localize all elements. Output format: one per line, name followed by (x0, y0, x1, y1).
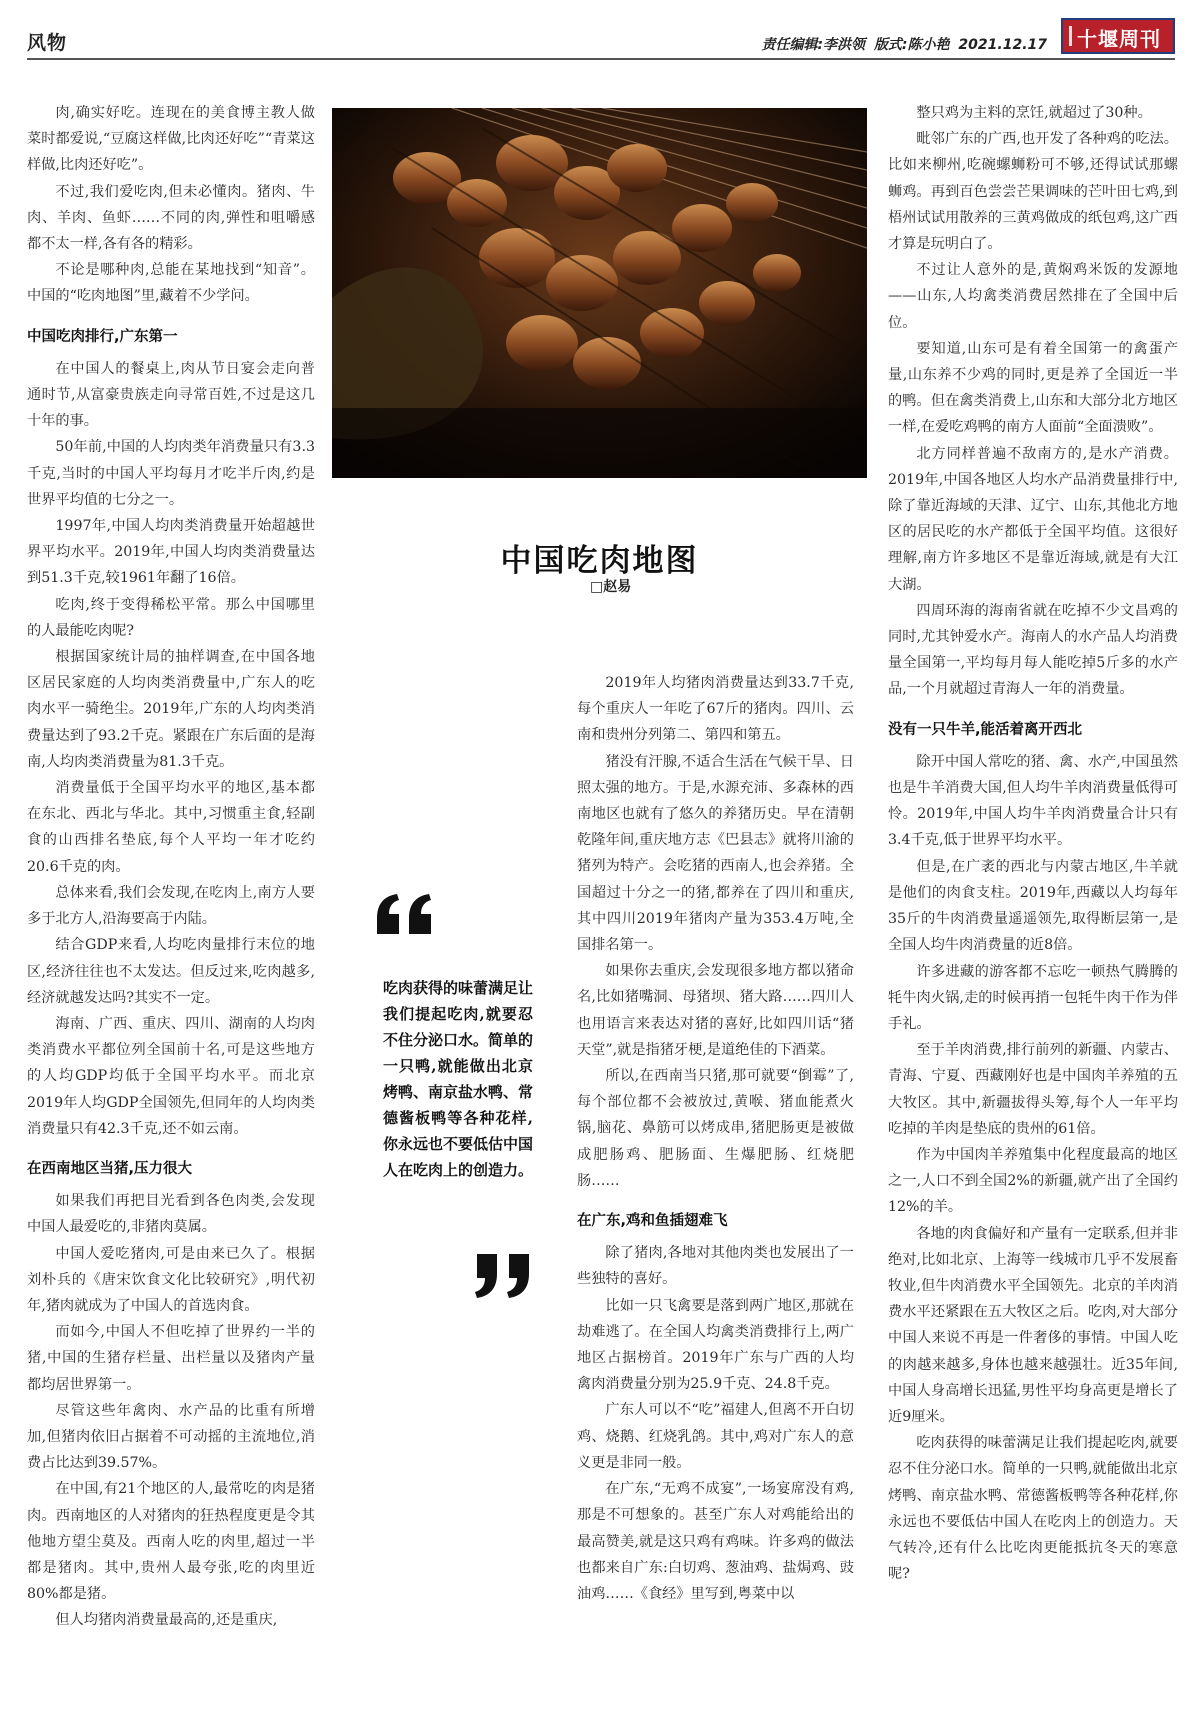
page-header (27, 18, 1175, 60)
masthead-accent-bar (1069, 26, 1072, 46)
paragraph: 要知道,山东可是有着全国第一的禽蛋产量,山东养不少鸡的同时,更是养了全国近一半的鸭。但在禽类消费上,山东和大部分北方地区一样,在爱吃鸡鸭的南方人面前“全面溃败”。 (888, 340, 1178, 436)
layout-editor: 版式:陈小艳 (873, 37, 950, 53)
paragraph: 广东人可以不“吃”福建人,但离不开白切鸡、烧鹅、红烧乳鸽。其中,鸡对广东人的意义更是非同一般。 (577, 1402, 854, 1471)
paragraph: 结合GDP来看,人均吃肉量排行末位的地区,经济往往也不太发达。但反过来,吃肉越多,经济就越发达吗?其实不一定。 (27, 937, 315, 1006)
paragraph: 至于羊肉消费,排行前列的新疆、内蒙古、青海、宁夏、西藏刚好也是中国肉羊养殖的五大牧区。其中,新疆拔得头筹,每个人一年平均吃掉的羊肉是垫底的贵州的61倍。 (888, 1042, 1178, 1137)
article-column-3 (577, 670, 854, 1607)
paragraph: 如果我们再把目光看到各色肉类,会发现中国人最爱吃的,非猪肉莫属。 (27, 1193, 315, 1236)
paragraph: 不论是哪种肉,总能在某地找到“知音”。中国的“吃肉地图”里,藏着不少学问。 (27, 262, 315, 305)
paragraph: 不过让人意外的是,黄焖鸡米饭的发源地——山东,人均禽类消费居然排在了全国中后位。 (888, 262, 1178, 331)
open-quote-icon (375, 888, 435, 948)
paragraph: 不过,我们爱吃肉,但未必懂肉。猪肉、牛肉、羊肉、鱼虾……不同的肉,弹性和咀嚼感都不太一样,各有各的精彩。 (27, 183, 315, 253)
section-heading: 中国吃肉排行,广东第一 (27, 328, 178, 345)
section-heading: 没有一只牛羊,能活着离开西北 (888, 721, 1083, 738)
section-heading: 在广东,鸡和鱼插翅难飞 (577, 1213, 728, 1230)
author-byline: □赵易 (590, 579, 632, 595)
paragraph: 50年前,中国的人均肉类年消费量只有3.3千克,当时的中国人平均每月才吃半斤肉,约是世界平均值的七分之一。 (27, 439, 315, 508)
paragraph: 整只鸡为主料的烹饪,就超过了30种。 (916, 105, 1152, 121)
paragraph: 比如一只飞禽要是落到两广地区,那就在劫难逃了。在全国人均禽类消费排行上,两广地区占据榜首。2019年广东与广西的人均禽肉消费量分别为25.9千克、24.8千克。 (577, 1297, 854, 1393)
paragraph: 毗邻广东的广西,也开发了各种鸡的吃法。比如来柳州,吃碗螺蛳粉可不够,还得试试那螺蛳鸡。再到百色尝尝芒果调味的芒叶田七鸡,到梧州试试用散养的三黄鸡做成的纸包鸡,这广西才算是玩明白了。 (888, 131, 1178, 253)
paragraph: 而如今,中国人不但吃掉了世界约一半的猪,中国的生猪存栏量、出栏量以及猪肉产量都均居世界第一。 (27, 1324, 315, 1393)
paragraph: 1997年,中国人均肉类消费量开始超越世界平均水平。2019年,中国人均肉类消费量达到51.3千克,较1961年翻了16倍。 (27, 518, 315, 587)
paragraph: 所以,在西南当只猪,那可就要“倒霉”了,每个部位都不会被放过,黄喉、猪血能煮火锅,脑花、鼻筋可以烤成串,猪肥肠更是被做成肥肠鸡、肥肠面、生爆肥肠、红烧肥肠…… (577, 1068, 854, 1189)
paragraph: 四周环海的海南省就在吃掉不少文昌鸡的同时,尤其钟爱水产。海南人的水产品人均消费量全国第一,平均每月每人能吃掉5斤多的水产品,一个月就超过青海人一年的消费量。 (888, 602, 1178, 698)
paragraph: 作为中国肉羊养殖集中化程度最高的地区之一,人口不到全国2%的新疆,就产出了全国约12%的羊。 (888, 1146, 1178, 1216)
paragraph: 除了猪肉,各地对其他肉类也发展出了一些独特的喜好。 (577, 1245, 854, 1288)
paragraph: 吃肉获得的味蕾满足让我们提起吃肉,就要忍不住分泌口水。简单的一只鸭,就能做出北京烤鸭、南京盐水鸭、常德酱板鸭等各种花样,你永远也不要低估中国人在吃肉上的创造力。天气转冷,还有什么比吃肉更能抵抗冬天的寒意呢? (888, 1435, 1178, 1583)
paragraph: 除开中国人常吃的猪、禽、水产,中国虽然也是牛羊消费大国,但人均牛羊肉消费量低得可怜。2019年,中国人均牛羊肉消费量合计只有3.4千克,低于世界平均水平。 (888, 753, 1178, 849)
article-title: 中国吃肉地图 (500, 543, 699, 579)
grilled-meat-skewers-photo (332, 108, 867, 478)
pull-quote-text: 吃肉获得的味蕾满足让我们提起吃肉,就要忍不住分泌口水。简单的一只鸭,就能做出北京烤鸭、南京盐水鸭、常德酱板鸭等各种花样,你永远也不要低估中国人在吃肉上的创造力。 (383, 979, 534, 1179)
paragraph: 中国人爱吃猪肉,可是由来已久了。根据刘朴兵的《唐宋饮食文化比较研究》,明代初年,猪肉就成为了中国人的首选肉食。 (27, 1245, 315, 1314)
section-label: 风物 (27, 32, 68, 54)
pull-quote (383, 975, 533, 1183)
paragraph: 在中国,有21个地区的人,最常吃的肉是猪肉。西南地区的人对猪肉的狂热程度更是令其他地方望尘莫及。西南人吃的肉里,超过一半都是猪肉。其中,贵州人最夸张,吃的肉里近80%都是猪。 (27, 1481, 315, 1603)
paragraph: 各地的肉食偏好和产量有一定联系,但并非绝对,比如北京、上海等一线城市几乎不发展畜牧业,但牛肉消费水平全国领先。北京的羊肉消费水平还紧跟在五大牧区之后。吃肉,对大部分中国人来说不再是一件奢侈的事情。中国人吃的肉越来越多,身体也越来越强壮。近35年间,中国人身高增长迅猛,男性平均身高更是增长了近9厘米。 (888, 1225, 1178, 1425)
publication-masthead (1061, 18, 1175, 54)
close-quote-icon (473, 1248, 533, 1308)
paragraph: 但是,在广袤的西北与内蒙古地区,牛羊就是他们的肉食支柱。2019年,西藏以人均每年35斤的牛肉消费量遥遥领先,取得断层第一,是全国人均牛肉消费量的近8倍。 (888, 858, 1178, 954)
paragraph: 2019年人均猪肉消费量达到33.7千克,每个重庆人一年吃了67斤的猪肉。四川、云南和贵州分列第二、第四和第五。 (577, 675, 854, 744)
publication-name: 十堰周刊 (1077, 27, 1161, 51)
paragraph: 北方同样普遍不敌南方的,是水产消费。2019年,中国各地区人均水产品消费量排行中,除了靠近海域的天津、辽宁、山东,其他北方地区的居民吃的水产都低于全国平均值。这很好理解,南方许多地区不是靠近海域,就是有大江大湖。 (888, 445, 1178, 593)
paragraph: 消费量低于全国平均水平的地区,基本都在东北、西北与华北。其中,习惯重主食,轻副食的山西排名垫底,每个人平均一年才吃约20.6千克的肉。 (27, 780, 315, 875)
section-heading: 在西南地区当猪,压力很大 (27, 1160, 193, 1177)
article-column-1 (27, 100, 315, 1634)
article-column-4 (888, 100, 1178, 1587)
paragraph: 肉,确实好吃。连现在的美食博主教人做菜时都爱说,“豆腐这样做,比肉还好吃”“青菜这样做,比肉还好吃”。 (27, 105, 315, 174)
header-divider (27, 58, 1175, 60)
paragraph: 海南、广西、重庆、四川、湖南的人均肉类消费水平都位列全国前十名,可是这些地方的人均GDP均低于全国平均水平。而北京2019年人均GDP全国领先,但同年的人均肉类消费量只有42.3千克,还不如云南。 (27, 1015, 315, 1137)
responsible-editor: 责任编辑:李洪领 (761, 37, 866, 53)
paragraph: 猪没有汗腺,不适合生活在气候干旱、日照太强的地方。于是,水源充沛、多森林的西南地区也就有了悠久的养猪历史。早在清朝乾隆年间,重庆地方志《巴县志》就将川渝的猪列为特产。会吃猪的西南人,也会养猪。全国超过十分之一的猪,都养在了四川和重庆,其中四川2019年猪肉产量为353.4万吨,全国排名第一。 (577, 753, 854, 954)
paragraph: 在中国人的餐桌上,肉从节日宴会走向普通时节,从富豪贵族走向寻常百姓,不过是这几十年的事。 (27, 360, 315, 430)
issue-date: 2021.12.17 (958, 37, 1047, 53)
editor-credits (761, 34, 1051, 54)
paragraph: 在广东,“无鸡不成宴”,一场宴席没有鸡,那是不可想象的。甚至广东人对鸡能给出的最高赞美,就是这只鸡有鸡味。许多鸡的做法也都来自广东:白切鸡、葱油鸡、盐焗鸡、豉油鸡……《食经》里写到,粤菜中以 (577, 1481, 854, 1602)
paragraph: 总体来看,我们会发现,在吃肉上,南方人要多于北方人,沿海要高于内陆。 (27, 884, 315, 928)
paragraph: 许多进藏的游客都不忘吃一顿热气腾腾的牦牛肉火锅,走的时候再捎一包牦牛肉干作为伴手礼。 (888, 963, 1178, 1032)
paragraph: 但人均猪肉消费量最高的,还是重庆, (55, 1612, 278, 1629)
paragraph: 根据国家统计局的抽样调查,在中国各地区居民家庭的人均肉类消费量中,广东人的吃肉水平一骑绝尘。2019年,广东的人均肉类消费量达到了93.2千克。紧跟在广东后面的是海南,人均肉类消费量为81.3千克。 (27, 649, 315, 770)
paragraph: 如果你去重庆,会发现很多地方都以猪命名,比如猪嘴洞、母猪坝、猪大路……四川人也用语言来表达对猪的喜好,比如四川话“猪天堂”,就是指猪牙梗,是道绝佳的下酒菜。 (577, 963, 854, 1058)
paragraph: 尽管这些年禽肉、水产品的比重有所增加,但猪肉依旧占据着不可动摇的主流地位,消费占比达到39.57%。 (27, 1402, 315, 1472)
paragraph: 吃肉,终于变得稀松平常。那么中国哪里的人最能吃肉呢? (27, 596, 315, 639)
